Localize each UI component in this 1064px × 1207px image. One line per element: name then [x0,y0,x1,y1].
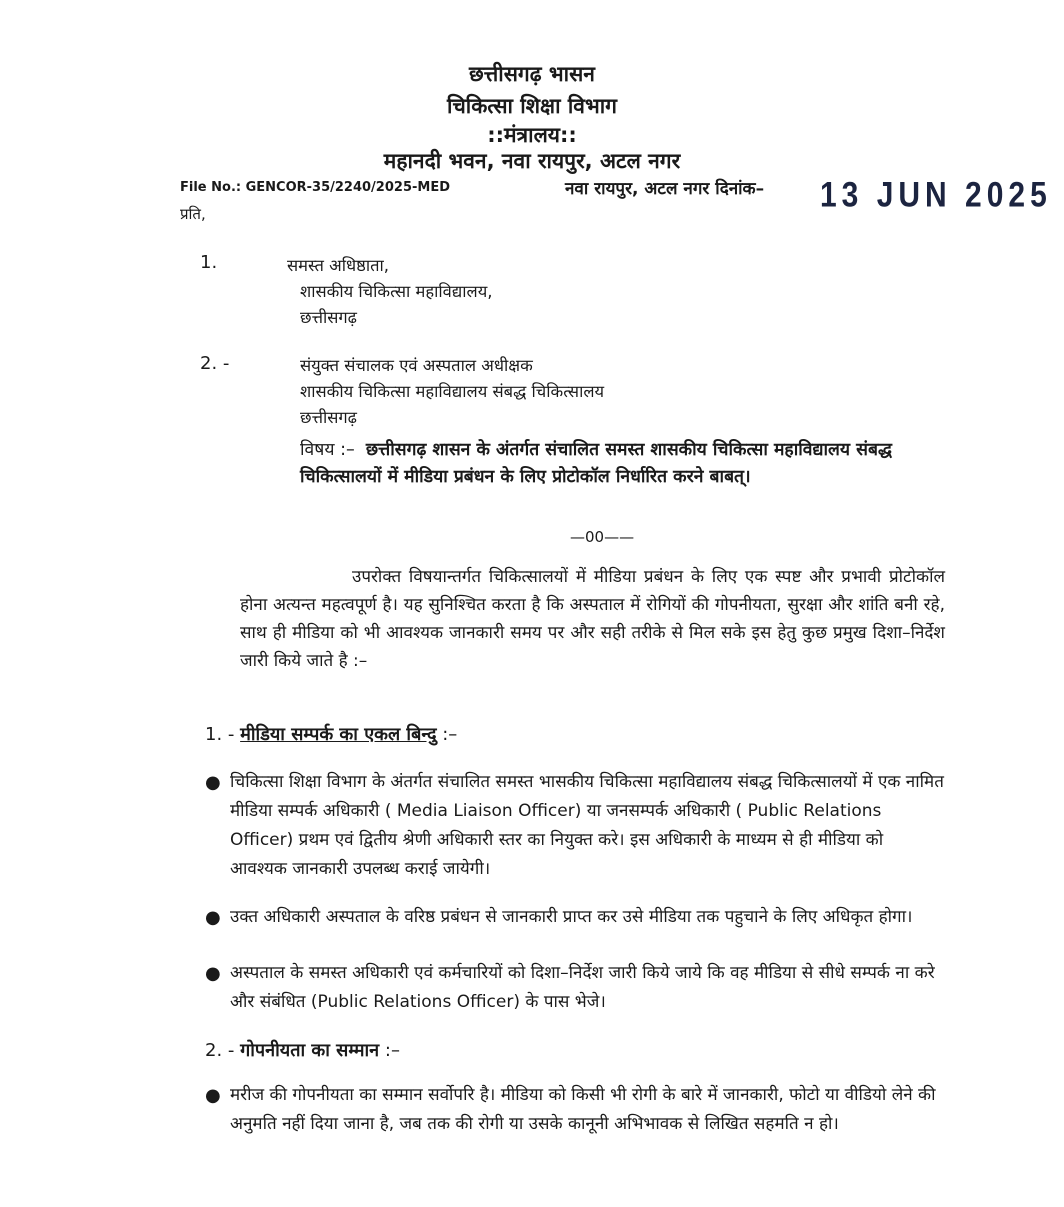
section-heading [205,1038,400,1062]
bullet-item [205,768,945,884]
bullet-dot-icon: ● [205,772,221,793]
bullet-text: अस्पताल के समस्त अधिकारी एवं कर्मचारियों को दिशा–निर्देश जारी किये जाये कि वह मीडिया से सीधे सम्पर्क ना करे और संबंधित (Public Relations Officer) के पास भेजे। [230,963,935,1012]
bullet-dot-icon: ● [205,1085,221,1106]
bullet-text: उक्त अधिकारी अस्पताल के वरिष्ठ प्रबंधन से जानकारी प्राप्त कर उसे मीडिया तक पहुचाने के लिए अधिकृत होगा। [230,907,913,927]
intro-text: उपरोक्त विषयान्तर्गत चिकित्सालयों में मीडिया प्रबंधन के लिए एक स्पष्ट और प्रभावी प्रोटोकॉल होना अत्यन्त महत्वपूर्ण है। यह सुनिश्चित करता है कि अस्पताल में रोगियों की गोपनीयता, सुरक्षा और शांति बनी रहे, साथ ही मीडिया को भी आवश्यक जानकारी समय पर और सही तरीके से मिल सके इस हेतु कुछ प्रमुख दिशा–निर्देश जारी किये जाते है :– [240,567,945,671]
bullet-text: चिकित्सा शिक्षा विभाग के अंतर्गत संचालित समस्त भासकीय चिकित्सा महाविद्यालय संबद्ध चिकित्सालयों में एक नामित मीडिया सम्पर्क अधिकारी ( Media Liaison Officer) या जनसम्पर्क अधिकारी ( Public Relations Officer) प्रथम एवं द्वितीय श्रेणी अधिकारी स्तर का नियुक्त करे। इस अधिकारी के माध्यम से ही मीडिया को आवश्यक जानकारी उपलब्ध कराई जायेगी। [230,772,944,879]
file-number: File No.: GENCOR-35/2240/2025-MED [180,180,450,195]
recipient-line: शासकीय चिकित्सा महाविद्यालय संबद्ध चिकित्सालय [300,382,605,401]
recipient-line: शासकीय चिकित्सा महाविद्यालय, [300,282,493,301]
recipient-line: समस्त अधिष्ठाता, [287,256,390,275]
bullet-item [205,903,945,932]
recipient-number: 2. - [200,353,230,374]
header-government: छत्तीसगढ़ भासन [469,62,595,86]
header-department: चिकित्सा शिक्षा विभाग [447,94,617,118]
recipient-number: 1. [200,252,218,273]
section-suffix: :– [436,724,458,745]
section-suffix: :– [379,1040,400,1061]
salutation-to: प्रति, [180,205,206,223]
recipient-line: छत्तीसगढ़ [300,408,357,427]
section-number: 1. - [205,724,235,745]
bullet-dot-icon: ● [205,963,221,984]
section-title: मीडिया सम्पर्क का एकल बिन्दु [240,724,437,745]
header-ministry: ::मंत्रालय:: [487,123,577,147]
subject-text: छत्तीसगढ़ शासन के अंतर्गत संचालित समस्त शासकीय चिकित्सा महाविद्यालय संबद्ध चिकित्सालयों में मीडिया प्रबंधन के लिए प्रोटोकॉल निर्धारित करने बाबत्। [300,440,892,487]
subject [300,437,920,491]
intro-paragraph [240,563,945,675]
subject-label: विषय :– [300,440,355,460]
recipient-line: छत्तीसगढ़ [300,308,357,327]
bullet-dot-icon: ● [205,907,221,928]
bullet-text: मरीज की गोपनीयता का सम्मान सर्वोपरि है। मीडिया को किसी भी रोगी के बारे में जानकारी, फोटो या वीडियो लेने की अनुमति नहीं दिया जाना है, जब तक की रोगी या उसके कानूनी अभिभावक से लिखित सहमति न हो। [230,1085,936,1134]
section-number: 2. - [205,1040,235,1061]
date-stamp: 13 JUN 2025 [820,176,1052,215]
date-place: नवा रायपुर, अटल नगर दिनांक– [565,179,765,199]
section-title: गोपनीयता का सम्मान [240,1040,380,1061]
section-heading [205,722,457,746]
bullet-item [205,959,945,1017]
recipient-line: संयुक्त संचालक एवं अस्पताल अधीक्षक [300,356,533,375]
bullet-item [205,1081,945,1139]
header-address: महानदी भवन, नवा रायपुर, अटल नगर [383,149,681,173]
separator: —00—— [570,528,635,546]
